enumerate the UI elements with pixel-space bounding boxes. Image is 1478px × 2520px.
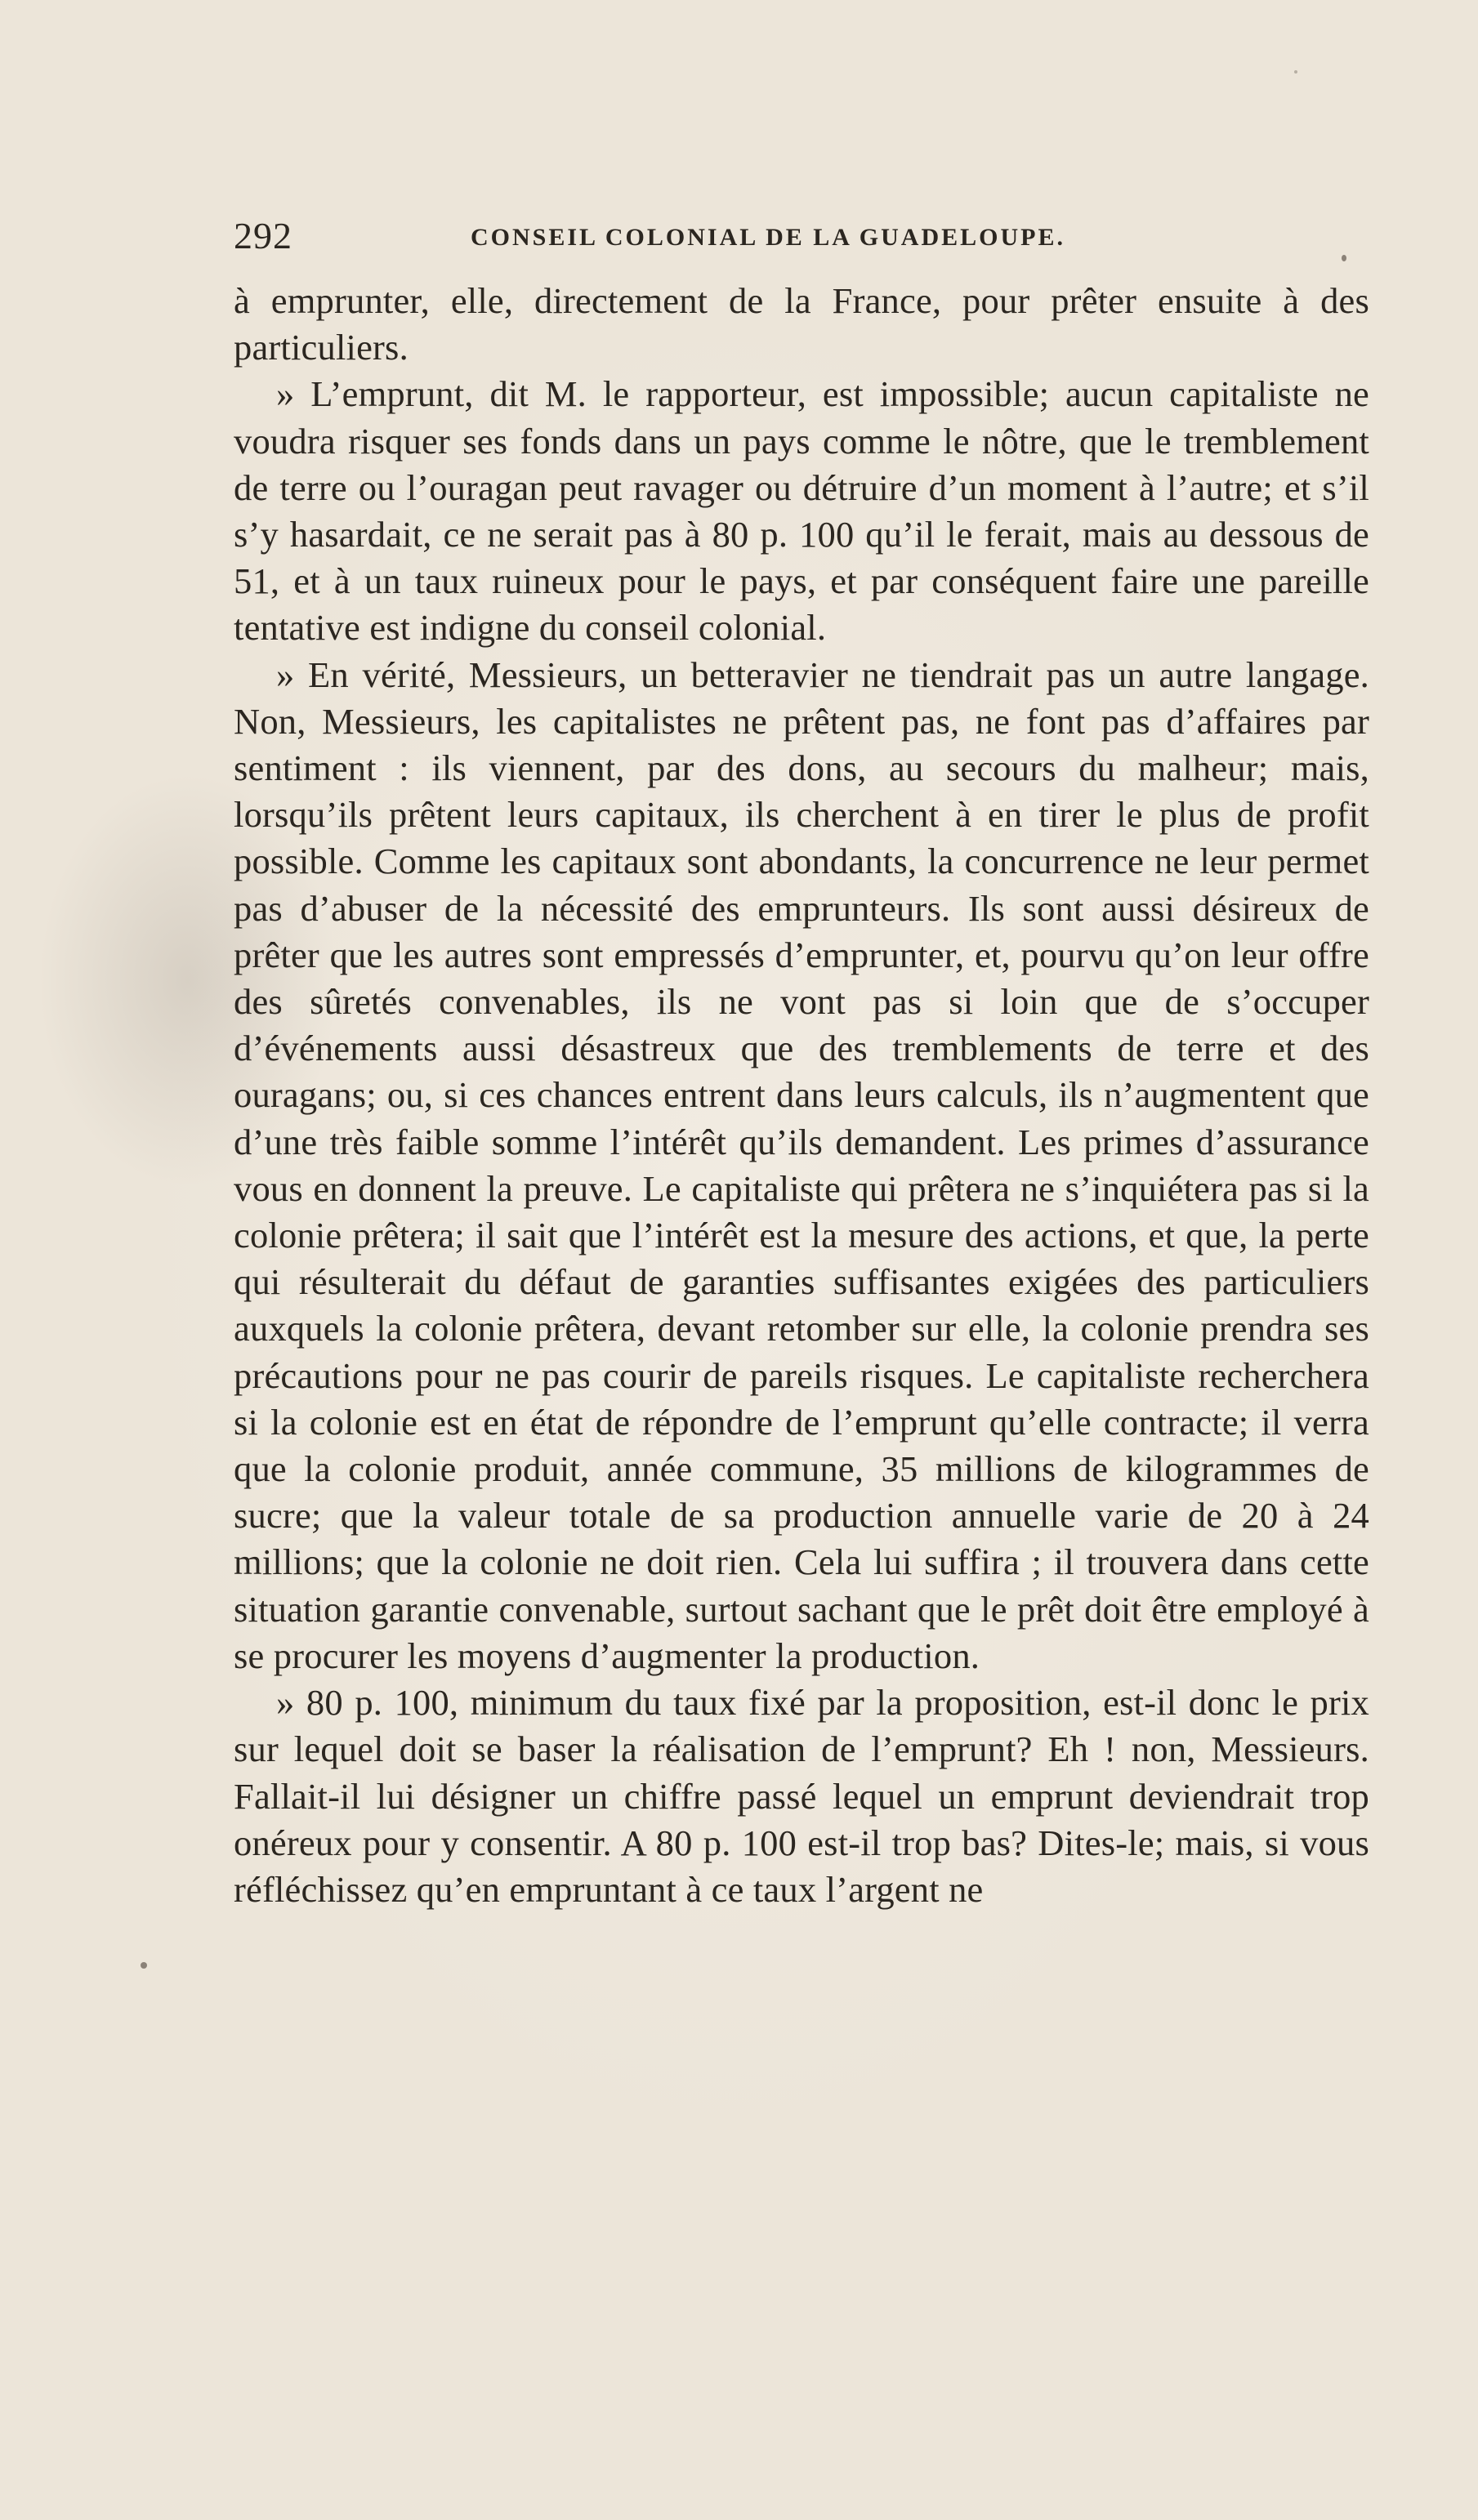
paragraph: » 80 p. 100, minimum du taux fixé par la proposition, est-il donc le prix sur lequel doit se baser la réalisation de l’emprunt? Eh ! non, Messieurs. Fallait-il lui désigner un chiffre passé lequel un emprunt deviendrait trop onéreux pour y consentir. A 80 p. 100 est-il trop bas? Dites-le; mais, si vous réfléchissez qu’en empruntant à ce taux l’argent ne (234, 1682, 1369, 1910)
running-head: CONSEIL COLONIAL DE LA GUADELOUPE. (471, 224, 1065, 251)
ink-speck (1294, 70, 1297, 74)
page-header (234, 214, 1378, 263)
paragraph: » En vérité, Messieurs, un betteravier ne tiendrait pas un autre langage. Non, Messieurs, les capitalistes ne prêtent pas, ne font pas d’affaires par sentiment : ils viennent, par des dons, au secours du malheur; mais, lorsqu’ils prêtent leurs capitaux, ils cherchent à en tirer le plus de profit possible. Comme les capitaux sont abondants, la concurrence ne leur permet pas d’abuser de la nécessité des emprunteurs. Ils sont aussi désireux de prêter que les autres sont empressés d’emprunter, et, pourvu qu’on leur offre des sûretés convenables, ils ne vont pas si loin que de s’occuper d’événements aussi désastreux que des tremblements de terre et des ouragans; ou, si ces chances entrent dans leurs calculs, ils n’augmentent que d’une très faible somme l’intérêt qu’ils demandent. Les primes d’assurance vous en donnent la preuve. Le capitaliste qui prêtera ne s’inquiétera pas si la colonie prêtera; il sait que l’intérêt est la mesure des actions, et que, la perte qui résulterait du défaut de garanties suffisantes exigées des particuliers auxquels la colonie prêtera, devant retomber sur elle, la colonie prendra ses précautions pour ne pas courir de pareils risques. Le capitaliste recherchera si la colonie est en état de répondre de l’emprunt qu’elle contracte; il verra que la colonie produit, année commune, 35 millions de kilogrammes de sucre; que la valeur totale de sa production annuelle varie de 20 à 24 millions; que la colonie ne doit rien. Cela lui suffira ; il trouvera dans cette situation garantie convenable, surtout sachant que le prêt doit être employé à se procurer les moyens d’augmenter la production. (234, 653, 1369, 1676)
page-number: 292 (234, 215, 292, 256)
paragraph: à emprunter, elle, directement de la France, pour prêter ensuite à des particuliers. (234, 280, 1369, 368)
ink-speck (141, 1962, 147, 1969)
ink-speck (1342, 255, 1346, 261)
body-text (234, 278, 1369, 1913)
paragraph: » L’emprunt, dit M. le rapporteur, est impossible; aucun capitaliste ne voudra risquer ses fonds dans un pays comme le nôtre, que le tremblement de terre ou l’ouragan peut ravager ou détruire d’un moment à l’autre; et s’il s’y hasardait, ce ne serait pas à 80 p. 100 qu’il le ferait, mais au dessous de 51, et à un taux ruineux pour le pays, et par conséquent faire une pareille tentative est indigne du conseil colonial. (234, 373, 1369, 649)
